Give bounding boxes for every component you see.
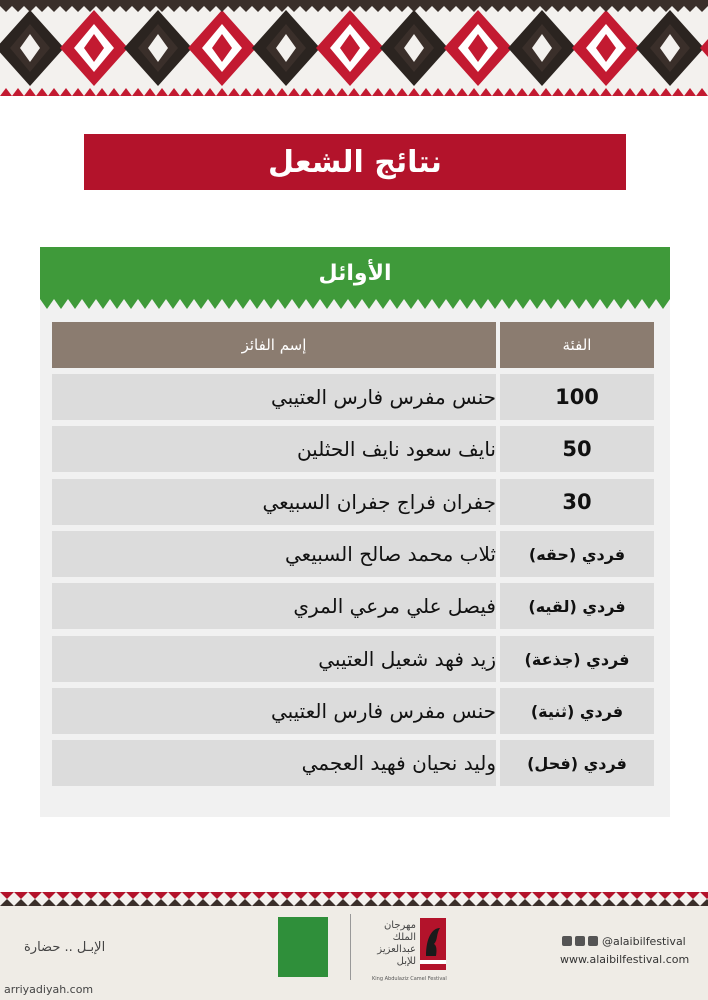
column-header-category: الفئة	[500, 322, 654, 368]
category-cell: فردي (جذعة)	[500, 636, 654, 682]
winner-name-cell: حنس مفرس فارس العتيبي	[52, 688, 496, 734]
section-heading: الأوائل	[318, 260, 392, 286]
category-cell: 30	[500, 479, 654, 525]
winner-name-cell: فيصل علي مرعي المري	[52, 583, 496, 629]
social-icons	[562, 936, 602, 948]
winner-name-cell: زيد فهد شعيل العتيبي	[52, 636, 496, 682]
footer-tagline: الإبـل .. حضارة	[24, 940, 106, 955]
festival-logo-english: King Abdulaziz Camel Festival	[372, 976, 447, 982]
category-cell: فردي (حقه)	[500, 531, 654, 577]
source-credit: arriyadiyah.com	[4, 983, 94, 996]
twitter-icon	[588, 936, 598, 946]
column-header-name: إسم الفائز	[52, 322, 496, 368]
winner-name-cell: ثلاب محمد صالح السبيعي	[52, 531, 496, 577]
category-cell: فردي (فحل)	[500, 740, 654, 786]
winner-name-cell: حنس مفرس فارس العتيبي	[52, 374, 496, 420]
website-link[interactable]: www.alaibilfestival.com	[560, 953, 690, 966]
section-header	[40, 247, 670, 299]
top-ornament-band	[0, 0, 708, 96]
page-title: نتائج الشعل	[268, 144, 442, 180]
category-cell: فردي (ثنية)	[500, 688, 654, 734]
snapchat-icon	[562, 936, 572, 946]
winner-name-cell: جفران فراج جفران السبيعي	[52, 479, 496, 525]
camel-club-logo	[278, 917, 328, 977]
green-zigzag-edge	[40, 299, 670, 309]
instagram-icon	[575, 936, 585, 946]
page-title-bar	[84, 134, 626, 190]
category-cell: 100	[500, 374, 654, 420]
social-handle[interactable]: @alaibilfestival	[602, 935, 686, 948]
category-cell: 50	[500, 426, 654, 472]
category-cell: فردي (لقيه)	[500, 583, 654, 629]
festival-emblem-icon	[418, 916, 448, 972]
winner-name-cell: وليد نحيان فهيد العجمي	[52, 740, 496, 786]
festival-logo-text: مهرجان الملك عبدالعزيز للإبل	[377, 920, 416, 967]
logo-divider	[350, 914, 351, 980]
winner-name-cell: نايف سعود نايف الحثلين	[52, 426, 496, 472]
bottom-ornament-band	[0, 892, 708, 906]
